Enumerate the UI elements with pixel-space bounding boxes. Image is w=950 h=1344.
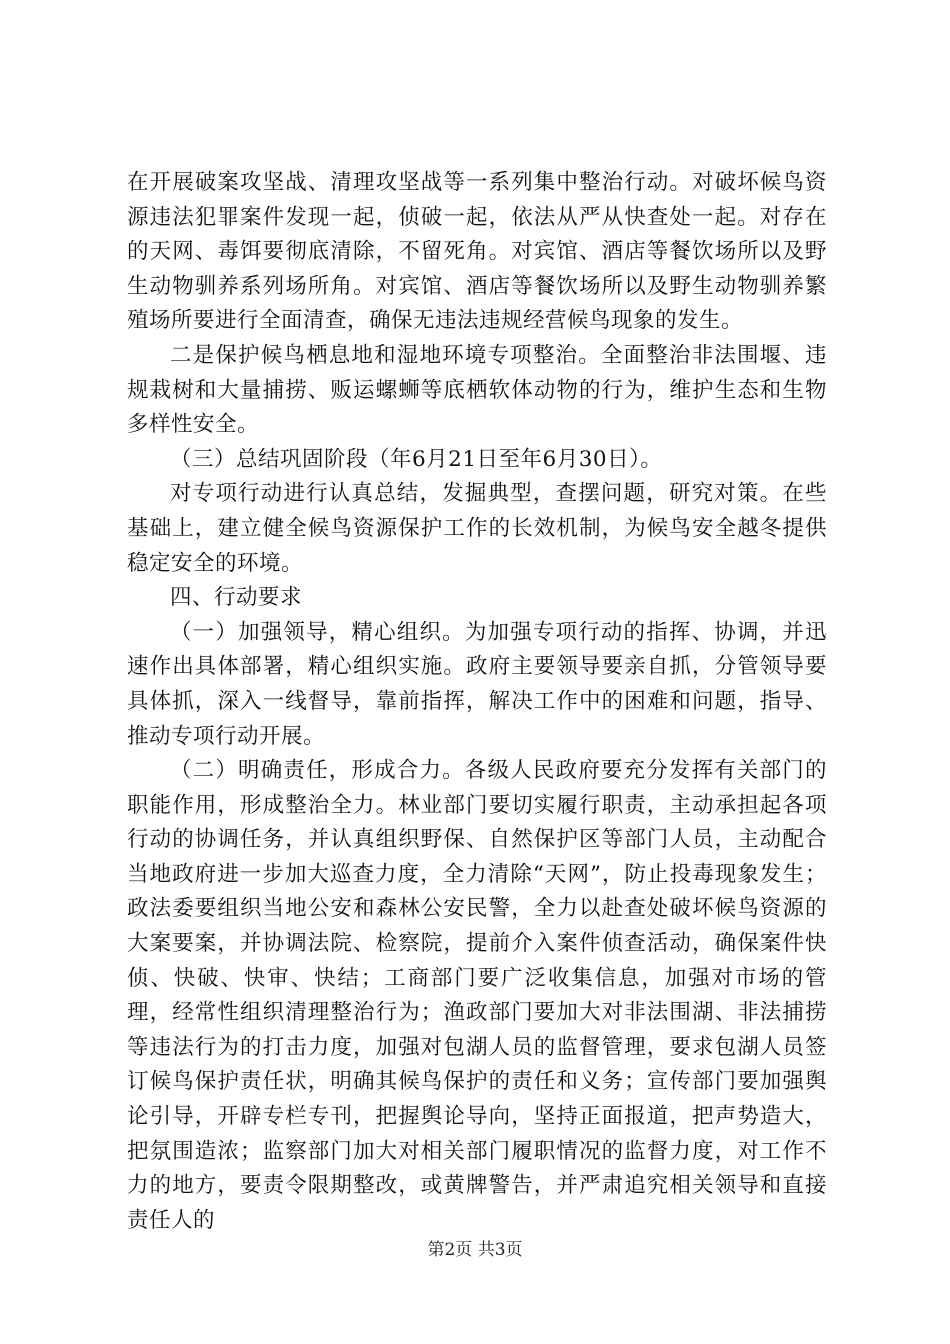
section-heading: 四、行动要求 bbox=[170, 585, 303, 611]
page-number-footer: 第2页 共3页 bbox=[427, 1240, 523, 1260]
paragraph: 在开展破案攻坚战、清理攻坚战等一系列集中整治行动。对破坏候鸟资源违法犯罪案件发现一起，侦破一起，依法从严从快查处一起。对存在的天网、毒饵要彻底清除，不留死角。对宾馆、酒店等餐饮场所以及野生动物驯养系列场所角。对宾馆、酒店等餐饮场所以及野生动物驯养繁殖场所要进行全面清查，确保无违法违规经营候鸟现象的发生。 bbox=[127, 170, 827, 334]
paragraph: 对专项行动进行认真总结，发掘典型，查摆问题，研究对策。在些基础上，建立健全候鸟资源保护工作的长效机制，为候鸟安全越冬提供稳定安全的环境。 bbox=[127, 481, 827, 576]
paragraph: （三）总结巩固阶段（年6月21日至年6月30日）。 bbox=[170, 446, 663, 472]
paragraph: （一）加强领导，精心组织。为加强专项行动的指挥、协调，并迅速作出具体部署，精心组织实施。政府主要领导要亲自抓，分管领导要具体抓，深入一线督导，靠前指挥，解决工作中的困难和问题，指导、推动专项行动开展。 bbox=[127, 619, 827, 749]
document-body bbox=[127, 166, 827, 1238]
paragraph: （二）明确责任，形成合力。各级人民政府要充分发挥有关部门的职能作用，形成整治全力。林业部门要切实履行职责，主动承担起各项行动的协调任务，并认真组织野保、自然保护区等部门人员，主动配合当地政府进一步加大巡查力度，全力清除“天网”，防止投毒现象发生；政法委要组织当地公安和森林公安民警，全力以赴查处破坏候鸟资源的大案要案，并协调法院、检察院，提前介入案件侦查活动，确保案件快侦、快破、快审、快结；工商部门要广泛收集信息，加强对市场的管理，经常性组织清理整治行为；渔政部门要加大对非法围湖、非法捕捞等违法行为的打击力度，加强对包湖人员的监督管理，要求包湖人员签订候鸟保护责任状，明确其候鸟保护的责任和义务；宣传部门要加强舆论引导，开辟专栏专刊，把握舆论导向，坚持正面报道，把声势造大，把氛围造浓；监察部门加大对相关部门履职情况的监督力度，对工作不力的地方，要责令限期整改，或黄牌警告，并严肃追究相关领导和直接责任人的 bbox=[127, 758, 827, 1233]
paragraph: 二是保护候鸟栖息地和湿地环境专项整治。全面整治非法围堰、违规栽树和大量捕捞、贩运螺蛳等底栖软体动物的行为，维护生态和生物多样性安全。 bbox=[127, 342, 827, 438]
